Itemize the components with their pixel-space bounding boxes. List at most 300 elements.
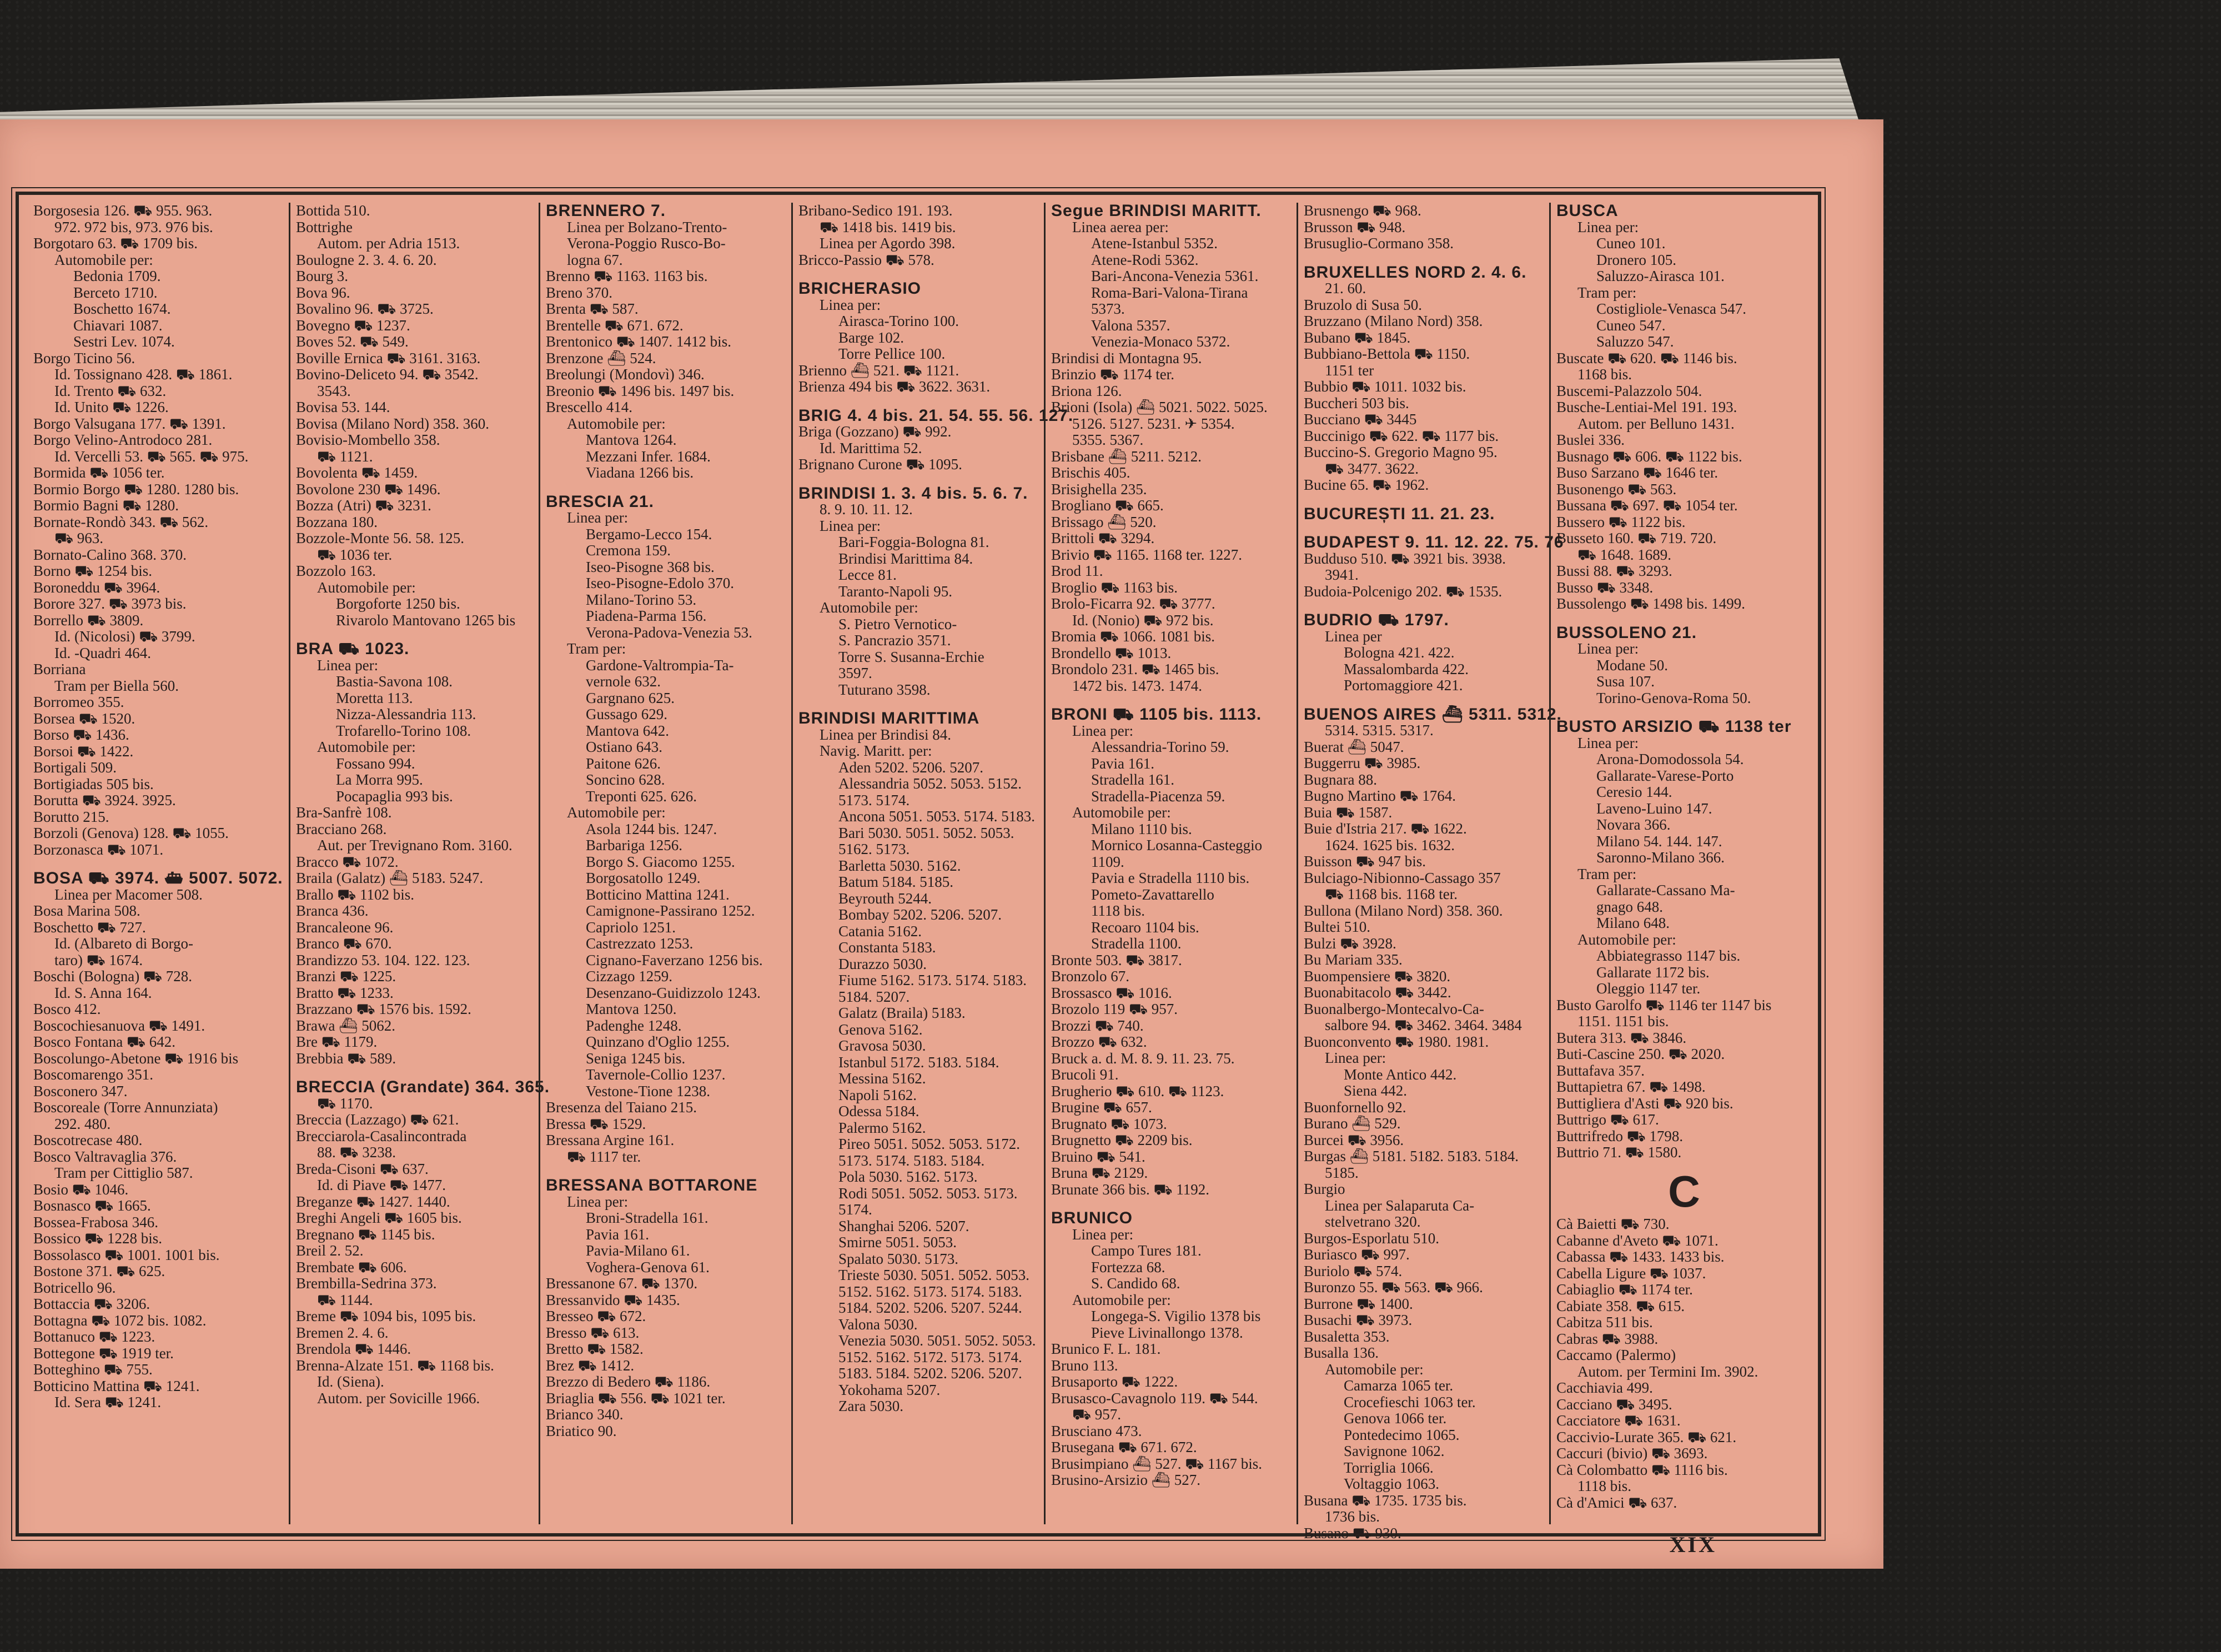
index-entry: Brozolo 119 ⛟ 957. [1051, 1001, 1178, 1017]
index-entry: Brignano Curone ⛟ 1095. [798, 456, 962, 473]
index-heading: BRICHERASIO [798, 279, 922, 298]
index-entry: 292. 480. [54, 1115, 111, 1132]
index-entry: Navig. Maritt. per: [820, 742, 932, 759]
index-entry: Gallarate-Cassano Ma- [1596, 882, 1735, 898]
index-entry: Saluzzo-Airasca 101. [1596, 268, 1725, 284]
index-entry: Bracciano 268. [296, 820, 387, 837]
index-entry: Brebbia ⛟ 589. [296, 1050, 396, 1067]
index-entry: Brissago ⛴ 520. [1051, 513, 1157, 530]
index-entry: Bormio Borgo ⛟ 1280. 1280 bis. [33, 480, 239, 498]
index-entry: Bortigiadas 505 bis. [33, 775, 154, 792]
index-entry: Bottegone ⛟ 1919 ter. [33, 1344, 174, 1362]
index-entry: Ceresio 144. [1596, 784, 1672, 800]
index-entry: Id. Unito ⛟ 1226. [54, 399, 169, 415]
index-entry: Rodi 5051. 5052. 5053. 5173. [838, 1184, 1018, 1202]
index-entry: Bastia-Savona 108. [336, 673, 453, 690]
index-entry: Id. (Nonio) ⛟ 972 bis. [1072, 611, 1214, 629]
index-entry: Buttigliera d'Asti ⛟ 920 bis. [1556, 1094, 1733, 1112]
index-entry: 5373. [1091, 300, 1125, 317]
index-entry: Bulciago-Nibionno-Cassago 357 [1304, 869, 1501, 886]
index-entry: Brisbane ⛴ 5211. 5212. [1051, 448, 1202, 465]
index-entry: Branco ⛟ 670. [296, 935, 392, 952]
index-entry: Mezzani Infer. 1684. [586, 448, 711, 465]
index-entry: Boscochiesanuova ⛟ 1491. [33, 1017, 205, 1034]
index-entry: Bussi 88. ⛟ 3293. [1556, 563, 1672, 579]
index-entry: Brenzone ⛴ 524. [546, 349, 656, 366]
index-entry: gnago 648. [1596, 898, 1663, 915]
index-entry: Bari 5030. 5051. 5052. 5053. [838, 824, 1014, 841]
index-entry: Torino-Genova-Roma 50. [1596, 689, 1751, 706]
index-entry: Busana ⛟ 1735. 1735 bis. [1304, 1492, 1467, 1509]
index-entry: Boulogne 2. 3. 4. 6. 20. [296, 251, 437, 268]
index-entry: Busano ⛟ 930. [1304, 1524, 1401, 1541]
index-entry: Id. (Albareto di Borgo- [54, 935, 193, 952]
index-entry: Broni-Stradella 161. [586, 1209, 708, 1226]
index-entry: Bronzolo 67. [1051, 968, 1129, 985]
index-entry: Linea per: [567, 509, 629, 526]
index-entry: Linea per: [1072, 722, 1134, 739]
index-entry: Id. S. Anna 164. [54, 984, 152, 1001]
index-entry: Buie d'Istria 217. ⛟ 1622. [1304, 820, 1467, 837]
index-entry: Bovisa (Milano Nord) 358. 360. [296, 415, 489, 432]
index-entry: Constanta 5183. [838, 939, 936, 956]
index-entry: Linea per: [317, 656, 379, 674]
index-heading: BRESCIA 21. [546, 492, 654, 511]
index-entry: Brusegana ⛟ 671. 672. [1051, 1439, 1197, 1455]
index-entry: Milano 1110 bis. [1091, 820, 1192, 837]
index-entry: Costigliole-Venasca 547. [1596, 300, 1746, 317]
index-entry: Boscotrecase 480. [33, 1132, 143, 1148]
index-entry: Bari-Foggia-Bologna 81. [838, 534, 989, 550]
index-entry: Cabras ⛟ 3988. [1556, 1330, 1659, 1347]
index-entry: ⛟ 1121. [317, 448, 373, 465]
index-entry: Cà Colombatto ⛟ 1116 bis. [1556, 1461, 1728, 1478]
index-entry: Gravosa 5030. [838, 1037, 926, 1054]
index-entry: Bruck a. d. M. 8. 9. 11. 23. 75. [1051, 1050, 1235, 1067]
index-entry: Cabella Ligure ⛟ 1037. [1556, 1264, 1706, 1282]
index-entry: Iseo-Pisogne-Edolo 370. [586, 575, 734, 591]
index-entry: Automobile per: [1072, 804, 1171, 821]
index-entry: Bromia ⛟ 1066. 1081 bis. [1051, 628, 1215, 645]
index-entry: Bruino ⛟ 541. [1051, 1148, 1145, 1165]
index-entry: 5185. [1325, 1164, 1359, 1181]
index-entry: S. Pietro Vernotico- [838, 615, 957, 632]
index-entry: Pireo 5051. 5052. 5053. 5172. [838, 1136, 1020, 1152]
index-entry: taro) ⛟ 1674. [54, 951, 143, 968]
index-entry: Bresenza del Taiano 215. [546, 1099, 697, 1116]
index-entry: Alessandria-Torino 59. [1091, 739, 1229, 755]
index-entry: Arona-Domodossola 54. [1596, 751, 1744, 767]
index-entry: Atene-Istanbul 5352. [1091, 235, 1218, 252]
index-entry: Aden 5202. 5206. 5207. [838, 759, 983, 776]
index-entry: Boscoreale (Torre Annunziata) [33, 1099, 218, 1116]
index-entry: Brawa ⛴ 5062. [296, 1017, 395, 1034]
index-entry: Brugnetto ⛟ 2209 bis. [1051, 1132, 1193, 1148]
index-entry: Bregnano ⛟ 1145 bis. [296, 1226, 435, 1243]
index-entry: salbore 94. ⛟ 3462. 3464. 3484 [1325, 1017, 1522, 1033]
index-entry: Autom. per Adria 1513. [317, 235, 460, 252]
index-entry: Bovolenta ⛟ 1459. [296, 464, 418, 481]
index-heading: BUSCA [1556, 202, 1619, 220]
index-entry: Brusino-Arsizio ⛴ 527. [1051, 1472, 1201, 1488]
index-entry: Pavia-Milano 61. [586, 1242, 690, 1259]
index-entry: Buttapietra 67. ⛟ 1498. [1556, 1078, 1706, 1095]
index-entry: Brienno ⛴ 521. ⛟ 1121. [798, 361, 959, 379]
index-entry: Bribano-Sedico 191. 193. [798, 202, 953, 219]
index-heading: BUDAPEST 9. 11. 12. 22. 75. 76 [1304, 533, 1564, 551]
index-entry: Busseto 160. ⛟ 719. 720. [1556, 530, 1717, 546]
index-entry: Breme ⛟ 1094 bis, 1095 bis. [296, 1308, 476, 1324]
index-entry: 5355. 5367. [1072, 431, 1144, 448]
index-entry: Brusimpiano ⛴ 527. ⛟ 1167 bis. [1051, 1455, 1262, 1472]
index-entry: Gussago 629. [586, 706, 667, 722]
index-entry: Bremen 2. 4. 6. [296, 1324, 389, 1341]
index-entry: Busachi ⛟ 3973. [1304, 1312, 1413, 1328]
index-entry: Durazzo 5030. [838, 955, 927, 972]
index-entry: Camarza 1065 ter. [1344, 1377, 1454, 1394]
index-entry: Stradella 1100. [1091, 935, 1182, 952]
index-entry: Napoli 5162. [838, 1086, 917, 1103]
index-entry: Bergamo-Lecco 154. [586, 525, 712, 543]
index-entry: ⛟ 1144. [317, 1291, 373, 1308]
index-entry: Botticino Mattina 1241. [586, 886, 730, 903]
index-entry: Brenta ⛟ 587. [546, 300, 639, 317]
index-entry: Brogliano ⛟ 665. [1051, 497, 1164, 514]
index-entry: Pavia e Stradella 1110 bis. [1091, 870, 1250, 886]
index-heading: BUSTO ARSIZIO ⛟ 1138 ter [1556, 717, 1792, 736]
index-entry: Bultei 510. [1304, 918, 1370, 935]
index-entry: Id. Tossignano 428. ⛟ 1861. [54, 366, 233, 383]
index-entry: Bussana ⛟ 697. ⛟ 1054 ter. [1556, 497, 1738, 514]
index-column-2 [289, 202, 550, 1524]
index-entry: Spalato 5030. 5173. [838, 1250, 958, 1267]
index-entry: Burrone ⛟ 1400. [1304, 1295, 1413, 1312]
index-entry: Bozzole-Monte 56. 58. 125. [296, 530, 464, 546]
index-entry: Pocapaglia 993 bis. [336, 787, 453, 805]
index-entry: Borutto 215. [33, 808, 109, 825]
index-entry: Linea per Agordo 398. [820, 235, 956, 252]
index-entry: Brinzio ⛟ 1174 ter. [1051, 366, 1174, 383]
index-entry: Breccia (Lazzago) ⛟ 621. [296, 1111, 459, 1128]
index-entry: Budduso 510. ⛟ 3921 bis. 3938. [1304, 550, 1506, 567]
index-entry: Brioni (Isola) ⛴ 5021. 5022. 5025. [1051, 399, 1268, 415]
index-entry: Alessandria 5052. 5053. 5152. [838, 775, 1022, 792]
index-entry: Borromeo 355. [33, 694, 124, 710]
index-entry: Bubbiano-Bettola ⛟ 1150. [1304, 345, 1470, 362]
index-entry: 1118 bis. [1577, 1478, 1632, 1494]
index-heading: BRINDISI MARITTIMA [798, 709, 980, 727]
index-entry: Verona-Padova-Venezia 53. [586, 624, 752, 641]
index-entry: Venezia-Monaco 5372. [1091, 333, 1230, 350]
index-entry: Venezia 5030. 5051. 5052. 5053. [838, 1332, 1036, 1349]
index-entry: ⛟ 1648. 1689. [1577, 546, 1671, 563]
index-entry: Automobile per: [567, 415, 666, 432]
index-entry: Bruzolo di Susa 50. [1304, 296, 1422, 313]
index-entry: Valona 5030. [838, 1315, 918, 1333]
index-entry: Piadena-Parma 156. [586, 607, 707, 624]
index-entry: Shanghai 5206. 5207. [838, 1217, 969, 1234]
index-entry: Bosa Marina 508. [33, 902, 140, 919]
index-entry: Bucine 65. ⛟ 1962. [1304, 476, 1429, 493]
index-entry: Yokohama 5207. [838, 1381, 941, 1398]
index-entry: Buccinigo ⛟ 622. ⛟ 1177 bis. [1304, 427, 1499, 444]
index-entry: Id. (Nicolosi) ⛟ 3799. [54, 628, 195, 645]
index-entry: Valona 5357. [1091, 317, 1170, 334]
index-entry: Bre ⛟ 1179. [296, 1033, 378, 1050]
index-entry: Campo Tures 181. [1091, 1242, 1202, 1259]
index-entry: Boschetto 1674. [73, 300, 171, 317]
index-entry: Paitone 626. [586, 755, 661, 772]
index-entry: Buonabitacolo ⛟ 3442. [1304, 984, 1451, 1001]
index-entry: Zara 5030. [838, 1398, 903, 1414]
index-entry: Pometo-Zavattarello [1091, 886, 1214, 903]
index-entry: Desenzano-Guidizzolo 1243. [586, 984, 761, 1001]
index-entry: Cacciatore ⛟ 1631. [1556, 1412, 1681, 1429]
index-entry: 5152. 5162. 5173. 5174. 5183. [838, 1283, 1022, 1300]
index-entry: ⛟ 1170. [317, 1094, 373, 1112]
index-entry: Viadana 1266 bis. [586, 464, 694, 481]
index-entry: Brugnato ⛟ 1073. [1051, 1115, 1167, 1132]
index-entry: Boville Ernica ⛟ 3161. 3163. [296, 349, 481, 366]
index-heading: BUCUREȘTI 11. 21. 23. [1304, 504, 1495, 523]
index-entry: Brusaporto ⛟ 1222. [1051, 1373, 1178, 1390]
index-entry: Pontedecimo 1065. [1344, 1426, 1460, 1443]
index-entry: Brandizzo 53. 104. 122. 123. [296, 951, 470, 968]
index-entry: Padenghe 1248. [586, 1017, 682, 1034]
index-entry: Atene-Rodi 5362. [1091, 251, 1199, 268]
index-entry: Linea per: [1072, 1226, 1134, 1243]
index-entry: Fiume 5162. 5173. 5174. 5183. [838, 972, 1027, 988]
index-entry: Taranto-Napoli 95. [838, 583, 953, 600]
index-entry: Bovolone 230 ⛟ 1496. [296, 480, 441, 498]
index-entry: Autom. per Belluno 1431. [1577, 415, 1735, 432]
index-entry: Milano-Torino 53. [586, 591, 697, 608]
index-entry: 1109. [1091, 853, 1124, 870]
index-entry: Buia ⛟ 1587. [1304, 804, 1393, 821]
index-entry: Vestone-Tione 1238. [586, 1082, 711, 1099]
index-heading: BOSA ⛟ 3974. ⛴ 5007. 5072. [33, 869, 283, 887]
index-entry: Bedonia 1709. [73, 268, 161, 284]
index-column-4 [791, 202, 1074, 1524]
index-entry: Barletta 5030. 5162. [838, 857, 961, 874]
index-entry: Linea per Bolzano-Trento- [567, 218, 727, 235]
index-entry: Buso Sarzano ⛟ 1646 ter. [1556, 464, 1718, 481]
index-entry: Mornico Losanna-Casteggio [1091, 837, 1263, 853]
index-entry: Odessa 5184. [838, 1103, 919, 1119]
index-entry: 5183. 5184. 5202. 5206. 5207. [838, 1365, 1022, 1382]
index-heading: BRECCIA (Grandate) 364. 365. [296, 1078, 550, 1096]
index-entry: Brescello 414. [546, 399, 632, 415]
index-entry: Tram per: [567, 640, 626, 657]
index-entry: Buronzo 55. ⛟ 563. ⛟ 966. [1304, 1279, 1483, 1296]
index-heading: BRUNICO [1051, 1209, 1133, 1227]
index-entry: Pola 5030. 5162. 5173. [838, 1168, 978, 1185]
index-entry: Breno 370. [546, 284, 612, 301]
index-entry: ⛟ 963. [54, 530, 103, 546]
index-entry: Bronte 503. ⛟ 3817. [1051, 951, 1182, 968]
index-entry: Bricco-Passio ⛟ 578. [798, 251, 934, 268]
index-entry: Brittoli ⛟ 3294. [1051, 530, 1155, 546]
index-entry: Breolungi (Mondovì) 346. [546, 366, 705, 383]
index-entry: Cà d'Amici ⛟ 637. [1556, 1494, 1677, 1511]
index-entry: Id. di Piave ⛟ 1477. [317, 1177, 446, 1193]
index-entry: Bu Mariam 335. [1304, 951, 1403, 968]
index-entry: 5152. 5162. 5172. 5173. 5174. [838, 1348, 1022, 1365]
index-entry: Busonengo ⛟ 563. [1556, 480, 1677, 498]
index-column-6 [1297, 202, 1564, 1541]
index-entry: Milano 54. 144. 147. [1596, 832, 1722, 850]
index-entry: Modane 50. [1596, 656, 1668, 674]
index-entry: S. Pancrazio 3571. [838, 632, 951, 649]
index-entry: Istanbul 5172. 5183. 5184. [838, 1053, 999, 1071]
index-entry: Longega-S. Vigilio 1378 bis [1091, 1308, 1261, 1324]
index-entry: Buriolo ⛟ 574. [1304, 1262, 1403, 1279]
section-letter: C [1668, 1166, 1700, 1216]
index-entry: Buslei 336. [1556, 431, 1625, 448]
index-entry: Boscomarengo 351. [33, 1066, 153, 1083]
index-entry: Verona-Poggio Rusco-Bo- [567, 235, 726, 252]
index-entry: Bulzi ⛟ 3928. [1304, 935, 1396, 952]
index-entry: Brindisi di Montagna 95. [1051, 349, 1202, 366]
index-entry: 5162. 5173. [838, 841, 910, 857]
index-entry: Linea aerea per: [1072, 218, 1169, 235]
index-entry: Bressanvido ⛟ 1435. [546, 1291, 680, 1308]
index-entry: Bornate-Rondò 343. ⛟ 562. [33, 513, 209, 530]
index-entry: Bressa ⛟ 1529. [546, 1115, 646, 1132]
index-entry: Brianco 340. [546, 1406, 624, 1423]
index-entry: Brentonico ⛟ 1407. 1412 bis. [546, 333, 731, 350]
index-entry: Bresso ⛟ 613. [546, 1324, 640, 1341]
index-entry: Briaglia ⛟ 556. ⛟ 1021 ter. [546, 1389, 726, 1407]
index-entry: Burcei ⛟ 3956. [1304, 1131, 1404, 1148]
index-entry: 1118 bis. [1091, 902, 1145, 919]
index-entry: Seniga 1245 bis. [586, 1050, 686, 1067]
index-entry: Bugno Martino ⛟ 1764. [1304, 787, 1456, 804]
index-entry: Recoaro 1104 bis. [1091, 918, 1199, 936]
index-entry: Boves 52. ⛟ 549. [296, 333, 409, 350]
index-entry: Bubbio ⛟ 1011. 1032 bis. [1304, 378, 1466, 395]
index-entry: Rivarolo Mantovano 1265 bis [336, 611, 516, 629]
index-entry: Borzoli (Genova) 128. ⛟ 1055. [33, 825, 229, 841]
index-entry: Bretto ⛟ 1582. [546, 1340, 644, 1357]
index-entry: Busche-Lentiai-Mel 191. 193. [1556, 399, 1737, 415]
index-entry: Voltaggio 1063. [1344, 1475, 1440, 1492]
index-entry: Palermo 5162. [838, 1119, 926, 1136]
index-entry: Tram per: [1577, 284, 1637, 301]
index-entry: Aut. per Trevignano Rom. 3160. [317, 837, 512, 853]
index-entry: Borriana [33, 661, 86, 677]
index-entry: Brez ⛟ 1412. [546, 1357, 635, 1374]
index-entry: Budoia-Polcenigo 202. ⛟ 1535. [1304, 583, 1503, 600]
index-entry: Botricello 96. [33, 1279, 116, 1296]
index-column-7 [1549, 203, 1812, 1524]
index-entry: Barbariga 1256. [586, 837, 682, 853]
index-heading: BRA ⛟ 1023. [296, 640, 410, 658]
index-entry: 5184. 5207. [838, 988, 910, 1005]
index-entry: Smirne 5051. 5053. [838, 1234, 957, 1251]
index-entry: 3543. [317, 382, 351, 399]
index-entry: Bosconero 347. [33, 1082, 128, 1099]
index-entry: Catania 5162. [838, 922, 922, 940]
index-entry: Dronero 105. [1596, 251, 1676, 268]
index-entry: Braila (Galatz) ⛴ 5183. 5247. [296, 870, 484, 886]
index-entry: Chiavari 1087. [73, 317, 163, 334]
index-entry: Barge 102. [838, 329, 904, 346]
index-entry: Bosco 412. [33, 1001, 101, 1017]
index-entry: Brendola ⛟ 1446. [296, 1340, 411, 1357]
index-entry: Linea per Brindisi 84. [820, 726, 951, 743]
index-entry: Caccivio-Lurate 365. ⛟ 621. [1556, 1428, 1737, 1445]
index-entry: Brusnengo ⛟ 968. [1304, 202, 1421, 219]
index-entry: Borno ⛟ 1254 bis. [33, 563, 152, 579]
index-entry: Buscate ⛟ 620. ⛟ 1146 bis. [1556, 349, 1737, 366]
index-entry: Linea per Salaparuta Ca- [1325, 1197, 1475, 1214]
index-entry: Torre S. Susanna-Erchie [838, 648, 984, 665]
index-entry: Buti-Cascine 250. ⛟ 2020. [1556, 1046, 1725, 1062]
index-heading: BUSSOLENO 21. [1556, 623, 1697, 642]
index-entry: 1472 bis. 1473. 1474. [1072, 677, 1203, 694]
index-entry: Boschetto ⛟ 727. [33, 918, 146, 936]
index-column-1 [33, 203, 283, 1524]
index-entry: Brindisi Marittima 84. [838, 550, 973, 567]
index-entry: Borrello ⛟ 3809. [33, 611, 144, 629]
index-entry: Bossolasco ⛟ 1001. 1001 bis. [33, 1246, 220, 1263]
index-entry: Bottida 510. [296, 202, 370, 219]
index-entry: Brenno ⛟ 1163. 1163 bis. [546, 268, 708, 284]
index-entry: Id. Vercelli 53. ⛟ 565. ⛟ 975. [54, 448, 249, 465]
index-entry: Buompensiere ⛟ 3820. [1304, 967, 1451, 985]
index-entry: Buttafava 357. [1556, 1062, 1645, 1079]
index-entry: ⛟ 3477. 3622. [1325, 460, 1419, 477]
index-entry: Buggerru ⛟ 3985. [1304, 755, 1421, 771]
index-entry: Id. -Quadri 464. [54, 644, 151, 661]
index-entry: Bressanone 67. ⛟ 1370. [546, 1275, 698, 1292]
index-entry: La Morra 995. [336, 771, 423, 788]
index-entry: Bresseo ⛟ 672. [546, 1308, 646, 1324]
index-entry: Bozza (Atri) ⛟ 3231. [296, 497, 431, 514]
index-entry: Busaletta 353. [1304, 1328, 1390, 1345]
index-entry: ⛟ 1168 bis. 1168 ter. [1325, 886, 1458, 902]
index-column-5 [1044, 203, 1295, 1524]
index-entry: Botticino Mattina ⛟ 1241. [33, 1377, 200, 1394]
index-entry: Bracco ⛟ 1072. [296, 853, 399, 870]
index-entry: Brod 11. [1051, 563, 1103, 579]
index-entry: Bruzzano (Milano Nord) 358. [1304, 313, 1483, 329]
index-heading: BUENOS AIRES ⛴ 5311. 5312. [1304, 705, 1562, 724]
index-entry: Borgo Valsugana 177. ⛟ 1391. [33, 415, 226, 432]
index-entry: Bruna ⛟ 2129. [1051, 1164, 1148, 1181]
index-entry: Brivio ⛟ 1165. 1168 ter. 1227. [1051, 546, 1242, 563]
index-entry: Brusuglio-Cormano 358. [1304, 235, 1454, 252]
book-page [0, 119, 1883, 1569]
index-entry: Roma-Bari-Valona-Tirana [1091, 284, 1248, 301]
index-entry: Cuneo 101. [1596, 235, 1666, 252]
index-entry: Bovino-Deliceto 94. ⛟ 3542. [296, 366, 479, 383]
index-entry: 8. 9. 10. 11. 12. [820, 501, 913, 518]
index-entry: Borgo Ticino 56. [33, 349, 135, 366]
index-entry: Linea per: [1325, 1050, 1386, 1066]
index-entry: Busnago ⛟ 606. ⛟ 1122 bis. [1556, 448, 1742, 465]
index-entry: Breil 2. 52. [296, 1242, 364, 1259]
index-entry: Asola 1244 bis. 1247. [586, 820, 717, 837]
index-entry: Castrezzato 1253. [586, 935, 694, 952]
index-entry: Fortezza 68. [1091, 1258, 1165, 1276]
index-entry: Buccino-S. Gregorio Magno 95. [1304, 444, 1498, 460]
index-entry: Cignano-Faverzano 1256 bis. [586, 951, 763, 968]
index-entry: Botteghino ⛟ 755. [33, 1361, 153, 1378]
index-entry: Buonconvento ⛟ 1980. 1981. [1304, 1033, 1489, 1050]
index-entry: stelvetrano 320. [1325, 1213, 1421, 1230]
